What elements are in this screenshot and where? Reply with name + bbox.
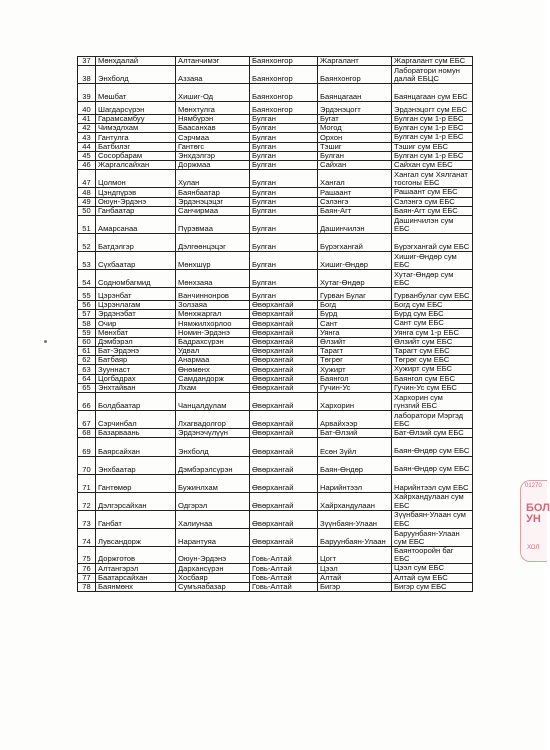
stamp-text-mid <box>526 503 550 525</box>
cell-school: Нарийнтээл сум ЕБС <box>392 474 473 492</box>
cell-parent-name: Бадрахсүрэн <box>176 337 250 346</box>
cell-name: Баянмөнх <box>96 582 176 591</box>
table-row <box>78 133 473 142</box>
cell-number: 58 <box>78 319 96 328</box>
cell-aimag: Булган <box>250 197 318 206</box>
cell-number: 69 <box>78 438 96 456</box>
cell-school: Хутаг-Өндөр сум ЕБС <box>392 270 473 288</box>
cell-school: Богд сум ЕБС <box>392 301 473 310</box>
cell-soum: Баянцагаан <box>318 84 392 102</box>
cell-school: Алтай сум ЕБС <box>392 573 473 582</box>
cell-school: Сайхан сум ЕБС <box>392 161 473 170</box>
cell-aimag: Өвөрхангай <box>250 411 318 429</box>
cell-soum: Баянгол <box>318 374 392 383</box>
cell-parent-name: Алтанчимэг <box>176 57 250 66</box>
cell-name: Цолмон <box>96 170 176 188</box>
cell-parent-name: Сэрчмаа <box>176 133 250 142</box>
cell-parent-name: Мөнхтулга <box>176 102 250 115</box>
cell-soum: Баруунбаян-Улаан <box>318 528 392 546</box>
table-row <box>78 429 473 438</box>
cell-soum: Хутаг-Өндөр <box>318 270 392 288</box>
cell-name: Содномбагмид <box>96 270 176 288</box>
cell-aimag: Өвөрхангай <box>250 383 318 392</box>
cell-soum: Баян-Агт <box>318 206 392 215</box>
cell-name: Дэмбэрэл <box>96 337 176 346</box>
cell-aimag: Булган <box>250 288 318 301</box>
cell-aimag: Булган <box>250 234 318 252</box>
cell-parent-name: Мөнхзаяа <box>176 270 250 288</box>
cell-number: 59 <box>78 328 96 337</box>
cell-soum: Уянга <box>318 328 392 337</box>
table-row <box>78 546 473 563</box>
cell-parent-name: Самдандорж <box>176 374 250 383</box>
cell-parent-name: Бужинлхам <box>176 474 250 492</box>
table-row <box>78 564 473 573</box>
cell-aimag: Баянхонгор <box>250 57 318 66</box>
stamp-text-mid-b: УН <box>526 513 541 525</box>
cell-aimag: Өвөрхангай <box>250 429 318 438</box>
cell-number: 70 <box>78 456 96 474</box>
cell-soum: Цээл <box>318 564 392 573</box>
margin-dot <box>44 340 47 343</box>
cell-school: лаборатори Мэргэд ЕБС <box>392 411 473 429</box>
cell-name: Цэрэнбат <box>96 288 176 301</box>
cell-soum: Тарагт <box>318 347 392 356</box>
cell-school: Бат-Өлзий сум ЕБС <box>392 429 473 438</box>
cell-parent-name: Хишиг-Од <box>176 84 250 102</box>
cell-school: Хайрхандулаан сум ЕБС <box>392 492 473 510</box>
cell-aimag: Булган <box>250 170 318 188</box>
cell-number: 47 <box>78 170 96 188</box>
cell-number: 56 <box>78 301 96 310</box>
cell-number: 72 <box>78 492 96 510</box>
cell-school: Хангал сум Хялганат тосгоны ЕБС <box>392 170 473 188</box>
cell-school: Өлзийт сум ЕБС <box>392 337 473 346</box>
cell-school: Булган сум 1-р ЕБС <box>392 124 473 133</box>
cell-soum: Бүрэгхангай <box>318 234 392 252</box>
cell-name: Мөшбат <box>96 84 176 102</box>
cell-aimag: Булган <box>250 161 318 170</box>
cell-parent-name: Доржмаа <box>176 161 250 170</box>
cell-name: Цогбадрах <box>96 374 176 383</box>
cell-school: Баян-Агт сум ЕБС <box>392 206 473 215</box>
table-row <box>78 288 473 301</box>
cell-number: 37 <box>78 57 96 66</box>
cell-number: 60 <box>78 337 96 346</box>
cell-name: Алтангэрэл <box>96 564 176 573</box>
cell-school: Булган сум 1-р ЕБС <box>392 115 473 124</box>
cell-name: Гарамсамбуу <box>96 115 176 124</box>
cell-aimag: Говь-Алтай <box>250 564 318 573</box>
cell-aimag: Булган <box>250 142 318 151</box>
cell-name: Энхболд <box>96 66 176 84</box>
cell-parent-name: Одгэрэл <box>176 492 250 510</box>
cell-parent-name: Мөнхжаргал <box>176 310 250 319</box>
registry-table <box>77 56 473 592</box>
cell-soum: Бүрд <box>318 310 392 319</box>
cell-parent-name: Эрдэнэцэцэг <box>176 197 250 206</box>
cell-school: Уянга сум 1-р ЕБС <box>392 328 473 337</box>
cell-number: 57 <box>78 310 96 319</box>
cell-aimag: Өвөрхангай <box>250 310 318 319</box>
cell-parent-name: Анармаа <box>176 356 250 365</box>
cell-number: 52 <box>78 234 96 252</box>
cell-school: Булган сум 1-р ЕБС <box>392 151 473 160</box>
cell-name: Эрдэнэбат <box>96 310 176 319</box>
cell-name: Батбилэг <box>96 142 176 151</box>
cell-school: Бүрд сум ЕБС <box>392 310 473 319</box>
cell-soum: Дашинчилэн <box>318 215 392 233</box>
cell-aimag: Булган <box>250 115 318 124</box>
table-row <box>78 215 473 233</box>
cell-parent-name: Өнөмөнх <box>176 365 250 374</box>
cell-school: Сант сум ЕБС <box>392 319 473 328</box>
cell-soum: Могод <box>318 124 392 133</box>
cell-school: Баянтооройн баг ЕБС <box>392 546 473 563</box>
cell-name: Ганбаатар <box>96 206 176 215</box>
cell-aimag: Өвөрхангай <box>250 328 318 337</box>
cell-soum: Есөн Зүйл <box>318 438 392 456</box>
table-row <box>78 510 473 528</box>
cell-parent-name: Чанцалдулам <box>176 393 250 411</box>
cell-aimag: Булган <box>250 270 318 288</box>
cell-soum: Зүүнбаян-Улаан <box>318 510 392 528</box>
cell-school: Бүрэгхангай сум ЕБС <box>392 234 473 252</box>
table-row <box>78 170 473 188</box>
stamp-text-top: 01270 <box>525 483 542 489</box>
cell-number: 71 <box>78 474 96 492</box>
cell-name: Зууннаст <box>96 365 176 374</box>
cell-parent-name: Нямжилхорлоо <box>176 319 250 328</box>
cell-parent-name: Лхагвадолгор <box>176 411 250 429</box>
cell-school: Дашинчилэн сум ЕБС <box>392 215 473 233</box>
cell-soum: Жаргалант <box>318 57 392 66</box>
cell-parent-name: Баянбаатар <box>176 188 250 197</box>
cell-number: 42 <box>78 124 96 133</box>
cell-parent-name: Хосбаяр <box>176 573 250 582</box>
cell-name: Сүхбаатар <box>96 252 176 270</box>
cell-name: Сосорбарам <box>96 151 176 160</box>
cell-soum: Бугат <box>318 115 392 124</box>
cell-name: Доржготов <box>96 546 176 563</box>
registry-table-body <box>78 57 473 592</box>
cell-soum: Булган <box>318 151 392 160</box>
cell-soum: Хайрхандулаан <box>318 492 392 510</box>
cell-name: Болдбаатар <box>96 393 176 411</box>
cell-parent-name: Лхам <box>176 383 250 392</box>
cell-aimag: Өвөрхангай <box>250 365 318 374</box>
cell-school: Цээл сум ЕБС <box>392 564 473 573</box>
table-row <box>78 252 473 270</box>
cell-parent-name: Энхболд <box>176 438 250 456</box>
table-row <box>78 57 473 66</box>
cell-aimag: Өвөрхангай <box>250 374 318 383</box>
cell-number: 78 <box>78 582 96 591</box>
table-row <box>78 328 473 337</box>
cell-aimag: Өвөрхангай <box>250 347 318 356</box>
cell-aimag: Говь-Алтай <box>250 573 318 582</box>
cell-school: Баянцагаан сум ЕБС <box>392 84 473 102</box>
cell-number: 45 <box>78 151 96 160</box>
table-row <box>78 161 473 170</box>
table-row <box>78 456 473 474</box>
cell-number: 66 <box>78 393 96 411</box>
cell-aimag: Өвөрхангай <box>250 337 318 346</box>
cell-name: Жаргалсайхан <box>96 161 176 170</box>
table-row <box>78 206 473 215</box>
table-row <box>78 374 473 383</box>
cell-school: Баян-Өндөр сум ЕБС <box>392 456 473 474</box>
cell-aimag: Өвөрхангай <box>250 393 318 411</box>
table-row <box>78 102 473 115</box>
table-row <box>78 393 473 411</box>
cell-name: Очир <box>96 319 176 328</box>
cell-soum: Гурван Булаг <box>318 288 392 301</box>
cell-soum: Бигэр <box>318 582 392 591</box>
cell-soum: Орхон <box>318 133 392 142</box>
table-row <box>78 84 473 102</box>
cell-name: Оюун-Эрдэнэ <box>96 197 176 206</box>
cell-aimag: Баянхонгор <box>250 102 318 115</box>
cell-name: Чимэдлхам <box>96 124 176 133</box>
cell-parent-name: Баасанхав <box>176 124 250 133</box>
cell-school: Гурванбулаг сум ЕБС <box>392 288 473 301</box>
table-row <box>78 319 473 328</box>
cell-soum: Төгрөг <box>318 356 392 365</box>
cell-school: Баянгол сум ЕБС <box>392 374 473 383</box>
cell-number: 54 <box>78 270 96 288</box>
cell-number: 64 <box>78 374 96 383</box>
cell-school: Эрдэнэцогт сум ЕБС <box>392 102 473 115</box>
cell-soum: Арвайхээр <box>318 411 392 429</box>
cell-soum: Сант <box>318 319 392 328</box>
table-row <box>78 582 473 591</box>
cell-aimag: Булган <box>250 206 318 215</box>
cell-number: 77 <box>78 573 96 582</box>
table-row <box>78 411 473 429</box>
cell-number: 44 <box>78 142 96 151</box>
table-row <box>78 234 473 252</box>
cell-school: Төгрөг сум ЕБС <box>392 356 473 365</box>
cell-number: 65 <box>78 383 96 392</box>
cell-name: Сэрчинбал <box>96 411 176 429</box>
cell-aimag: Өвөрхангай <box>250 510 318 528</box>
cell-school: Сэлэнгэ сум ЕБС <box>392 197 473 206</box>
cell-soum: Цогт <box>318 546 392 563</box>
table-row <box>78 474 473 492</box>
cell-number: 38 <box>78 66 96 84</box>
cell-number: 49 <box>78 197 96 206</box>
cell-parent-name: Халиунаа <box>176 510 250 528</box>
table-row <box>78 492 473 510</box>
cell-school: Бигэр сум ЕБС <box>392 582 473 591</box>
cell-school: Зүүнбаян-Улаан сум ЕБС <box>392 510 473 528</box>
cell-parent-name: Золзаяа <box>176 301 250 310</box>
cell-name: Ганбат <box>96 510 176 528</box>
cell-parent-name: Гантөгс <box>176 142 250 151</box>
cell-number: 50 <box>78 206 96 215</box>
cell-parent-name: Хулан <box>176 170 250 188</box>
cell-soum: Өлзийт <box>318 337 392 346</box>
cell-soum: Богд <box>318 301 392 310</box>
cell-aimag: Булган <box>250 215 318 233</box>
cell-soum: Хархорин <box>318 393 392 411</box>
cell-name: Энхбаатар <box>96 456 176 474</box>
cell-name: Мөнхбат <box>96 328 176 337</box>
cell-school: Гучин-Ус сум ЕБС <box>392 383 473 392</box>
stamp-mark <box>520 480 550 562</box>
cell-number: 53 <box>78 252 96 270</box>
cell-name: Баатарсайхан <box>96 573 176 582</box>
cell-name: Цэрэнлагам <box>96 301 176 310</box>
cell-number: 62 <box>78 356 96 365</box>
cell-parent-name: Сумъяабазар <box>176 582 250 591</box>
cell-number: 73 <box>78 510 96 528</box>
table-row <box>78 197 473 206</box>
cell-parent-name: Номин-Эрдэнэ <box>176 328 250 337</box>
cell-aimag: Өвөрхангай <box>250 319 318 328</box>
cell-aimag: Баянхонгор <box>250 66 318 84</box>
cell-number: 46 <box>78 161 96 170</box>
cell-soum: Хишиг-Өндөр <box>318 252 392 270</box>
stamp-text-bottom: ХОЛ <box>527 545 540 551</box>
cell-number: 63 <box>78 365 96 374</box>
cell-parent-name: Энхдэлгэр <box>176 151 250 160</box>
cell-name: Батбаяр <box>96 356 176 365</box>
cell-aimag: Өвөрхангай <box>250 456 318 474</box>
cell-school: Баян-Өндөр сум ЕБС <box>392 438 473 456</box>
cell-soum: Баянхонгор <box>318 66 392 84</box>
cell-name: Цэндпүрэв <box>96 188 176 197</box>
cell-number: 41 <box>78 115 96 124</box>
cell-name: Лувсандорж <box>96 528 176 546</box>
cell-school: Тэшиг сум ЕБС <box>392 142 473 151</box>
cell-number: 75 <box>78 546 96 563</box>
cell-number: 76 <box>78 564 96 573</box>
cell-parent-name: Пүрэвмаа <box>176 215 250 233</box>
cell-soum: Сэлэнгэ <box>318 197 392 206</box>
cell-aimag: Баянхонгор <box>250 84 318 102</box>
cell-school: Жаргалант сум ЕБС <box>392 57 473 66</box>
cell-school: Хишиг-Өндөр сум ЕБС <box>392 252 473 270</box>
cell-parent-name: Нарантуяа <box>176 528 250 546</box>
cell-aimag: Говь-Алтай <box>250 582 318 591</box>
cell-name: Амарсанаа <box>96 215 176 233</box>
cell-school: Хужирт сум ЕБС <box>392 365 473 374</box>
cell-parent-name: Дэмбэрэлсүрэн <box>176 456 250 474</box>
cell-parent-name: Санчирмаа <box>176 206 250 215</box>
cell-aimag: Говь-Алтай <box>250 546 318 563</box>
cell-number: 39 <box>78 84 96 102</box>
cell-name: Бат-Эрдэнэ <box>96 347 176 356</box>
cell-name: Энхтайван <box>96 383 176 392</box>
cell-school: Булган сум 1-р ЕБС <box>392 133 473 142</box>
cell-parent-name: Аззаяа <box>176 66 250 84</box>
cell-number: 51 <box>78 215 96 233</box>
stamp-text-mid-a: БОЛ <box>526 502 550 514</box>
cell-school: Рашаант сум ЕБС <box>392 188 473 197</box>
cell-soum: Баян-Өндөр <box>318 456 392 474</box>
cell-name: Батдэлгэр <box>96 234 176 252</box>
table-row <box>78 142 473 151</box>
cell-parent-name: Дэлгөөнцэцэг <box>176 234 250 252</box>
cell-aimag: Булган <box>250 252 318 270</box>
cell-school: Лаборатори номун далай ЕБЦС <box>392 66 473 84</box>
cell-number: 48 <box>78 188 96 197</box>
cell-parent-name: Мөнхшүр <box>176 252 250 270</box>
cell-aimag: Булган <box>250 124 318 133</box>
cell-number: 67 <box>78 411 96 429</box>
cell-name: Базарваань <box>96 429 176 438</box>
table-row <box>78 383 473 392</box>
cell-name: Дэлгэрсайхан <box>96 492 176 510</box>
cell-aimag: Булган <box>250 133 318 142</box>
cell-soum: Хангал <box>318 170 392 188</box>
cell-parent-name: Ванчиннонров <box>176 288 250 301</box>
cell-number: 55 <box>78 288 96 301</box>
cell-soum: Бат-Өлзий <box>318 429 392 438</box>
cell-parent-name: Нямбүрэн <box>176 115 250 124</box>
cell-number: 43 <box>78 133 96 142</box>
cell-number: 68 <box>78 429 96 438</box>
table-row <box>78 270 473 288</box>
cell-name: Шагдарсүрэн <box>96 102 176 115</box>
cell-aimag: Өвөрхангай <box>250 528 318 546</box>
cell-aimag: Өвөрхангай <box>250 492 318 510</box>
table-row <box>78 188 473 197</box>
cell-school: Баруунбаян-Улаан сум ЕБС <box>392 528 473 546</box>
table-row <box>78 528 473 546</box>
cell-soum: Нарийнтээл <box>318 474 392 492</box>
cell-parent-name: Эрдэнэчүлүүн <box>176 429 250 438</box>
cell-soum: Сайхан <box>318 161 392 170</box>
cell-name: Гантулга <box>96 133 176 142</box>
cell-parent-name: Дархансүрэн <box>176 564 250 573</box>
cell-soum: Алтай <box>318 573 392 582</box>
cell-number: 61 <box>78 347 96 356</box>
cell-soum: Эрдэнэцогт <box>318 102 392 115</box>
cell-aimag: Булган <box>250 188 318 197</box>
cell-parent-name: Оюун-Эрдэнэ <box>176 546 250 563</box>
cell-aimag: Өвөрхангай <box>250 301 318 310</box>
cell-school: Хархорин сум гүнзгий ЕБС <box>392 393 473 411</box>
cell-number: 74 <box>78 528 96 546</box>
table-row <box>78 438 473 456</box>
cell-name: Баярсайхан <box>96 438 176 456</box>
cell-soum: Тэшиг <box>318 142 392 151</box>
table-row <box>78 66 473 84</box>
cell-name: Мөнхдалай <box>96 57 176 66</box>
cell-parent-name: Удвал <box>176 347 250 356</box>
table-row <box>78 365 473 374</box>
cell-aimag: Өвөрхангай <box>250 356 318 365</box>
cell-aimag: Өвөрхангай <box>250 474 318 492</box>
cell-school: Тарагт сум ЕБС <box>392 347 473 356</box>
cell-soum: Рашаант <box>318 188 392 197</box>
cell-number: 40 <box>78 102 96 115</box>
cell-name: Гантөмөр <box>96 474 176 492</box>
cell-aimag: Булган <box>250 151 318 160</box>
cell-soum: Хужирт <box>318 365 392 374</box>
cell-aimag: Өвөрхангай <box>250 438 318 456</box>
table-row <box>78 573 473 582</box>
cell-soum: Гучин-Ус <box>318 383 392 392</box>
